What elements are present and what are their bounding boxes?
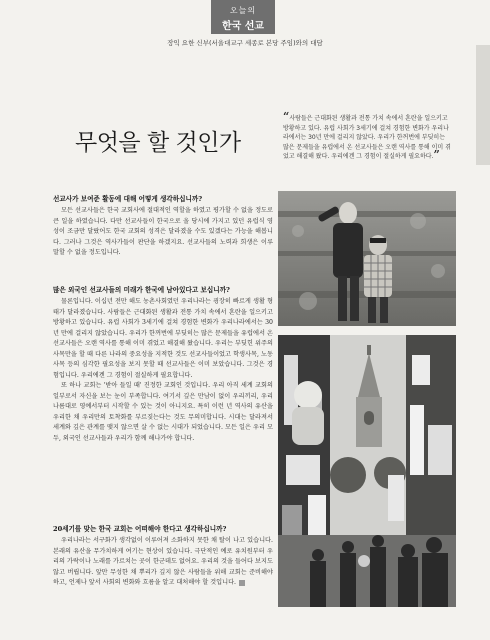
section-paragraph: 또 하나 교회는 '받아 들일 때' 진정한 교회인 것입니다. 우리 아직 세계 교회의 일부로서 자신을 보는 눈이 부족합니다. 여기서 깊은 만남이 없이 우리끼리, 우리 나름대로 영예서부터 시작할 수 있는 것이 아니지요. 특히 이런 년 역사의 유산을 우리한 채 우리만의 토착화를 부르짖는다는 것도 무의미합니다. 시대는 달라져서 세계와 깊은 관계를 맺지 않으면 살 수 없는 시대가 되었습니다. 모든 일은 우리 모두, 외국인 선교사들과 우리가 함께 해나가야 합니다.: [53, 382, 273, 442]
city-street-church-photo: [278, 335, 456, 607]
pull-quote-text: 사람들은 근대화된 생활과 전통 가치 속에서 혼란을 일으키고 방황하고 있다. 유럽 사회가 3세기에 걸쳐 경험한 변화가 우리나라에서는 30년 만에 걸리지 않았다. 우리가 한꺼번에 부딪히는 많은 문제들을 유럽에서 온 선교사들은 오랜 역사를 통해 이미 겪었고 해결해 왔다. 우리에겐 그 경험이 절실하게 필요하다.: [283, 115, 451, 161]
section-tab-line2: 한국 선교: [221, 21, 265, 32]
pull-quote: [283, 110, 451, 162]
section-paragraph: 우리나라는 서구화가 생각없이 이루어져 소화하지 못한 채 탈이 나고 있습니다. 본래의 유산을 무가치하게 여기는 현상이 있습니다. 극단적인 예로 유치원부터 우리의 가락이나 노래를 가르치는 곳이 한군데도 없어요. 우리의 것을 들어다 보지도 않고 버립니다. 앞만 무성한 채 뿌리가 깊지 않은 사람들을 위해 교회는 준비해야 하고, 언제나 앞서 사회의 변화와 흐름을 알고 대처해야 할 것입니다.: [53, 537, 273, 586]
end-mark-icon: [239, 580, 245, 586]
man-and-boy-photo: [278, 191, 456, 326]
section-question: 선교사가 보여준 활동에 대해 어떻게 생각하십니까?: [53, 195, 203, 203]
section-question: 많은 외국인 선교사들의 미래가 한국에 남아있다고 보십니까?: [53, 286, 230, 294]
section-3: [53, 524, 273, 589]
section-question: 20세기를 맞는 한국 교회는 어떠해야 한다고 생각하십니까?: [53, 525, 227, 533]
side-decoration: [476, 45, 490, 165]
interview-subtitle: 장익 요한 신부(서울대교구 세종로 본당 주임)와의 대담: [167, 39, 323, 47]
section-tab-line1: 오늘의: [229, 6, 257, 15]
close-quote-mark: ”: [433, 148, 440, 162]
section-paragraph: 모든 선교사들은 한국 교회사에 절대적인 역할을 하였고 평가할 수 없을 정도로 큰 일을 하였습니다. 다만 선교사들이 한국으로 올 당시에 가지고 있던 유럽식 영성이 조금만 달랐어도 한국 교회의 성격은 달라졌을 수도 있겠다는 가능을 해봅니다. 그러나 그것은 역사가들이 판단을 하겠지요. 선교사들의 노력과 희생은 이루 말할 수 없을 정도입니다.: [53, 207, 273, 256]
page-title: 무엇을 할 것인가: [75, 130, 241, 156]
section-tab: [211, 0, 275, 34]
section-2: [53, 285, 273, 444]
section-1: [53, 194, 273, 259]
open-quote-mark: “: [283, 110, 290, 123]
section-paragraph: 물론입니다. 이십년 전만 해도 농촌사회였던 우리나라는 굉장히 빠르게 생활 형태가 달라졌습니다. 사람들은 근대화된 생활과 전통 가치 속에서 혼란을 일으키고 방황하고 있습니다. 유럽 사회가 3세기에 걸쳐 경험한 변화가 우리나라에서는 30년 만에 걸리지 않았습니다. 우리가 한꺼번에 부딪히는 많은 문제들을 유럽에서 온 선교사들은 오랜 역사를 통해 이미 겪었고 해결해 왔습니다. 우리는 부딪힌 위주의 사목만을 할 때 다른 나라의 중요성을 지적한 것도 선교사들이었고 학생사목, 노동사목 등의 심각한 필요성을 보지 못할 때 선교사들은 이미 보았습니다. 그것은 경험입니다. 우리에겐 그 경험이 절실하게 필요합니다.: [53, 298, 273, 379]
